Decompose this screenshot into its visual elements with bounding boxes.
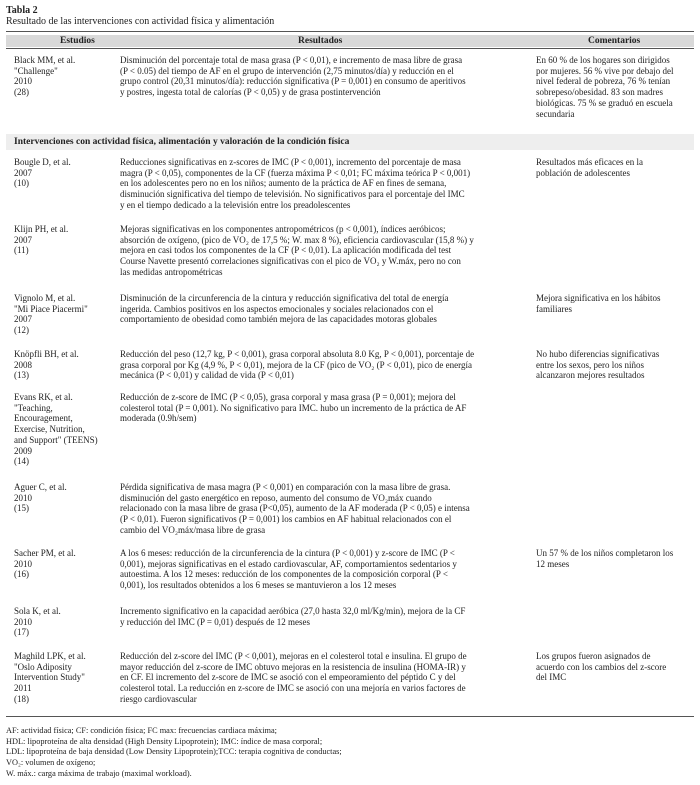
top-rule [6, 31, 694, 32]
results-cell: Reducción del peso (12,7 kg, P < 0,001), grasa corporal absoluta 8.0 Kg, P < 0,001), porcentaje de grasa corporal por Kg (4,9 %, P < 0,01), mejora de la CF (pico de VO₂ (P < 0,01), pico de energía mecánica (P < 0,01) y calidad de vida (P < 0,01) [120, 349, 475, 381]
comments-cell: Un 57 % de los niños completaron los 12 meses [536, 548, 674, 569]
results-cell: Reducción del z-score del IMC (P < 0,001), mejoras en el colesterol total e insulina. El grupo de mayor reducción del z-score de IMC obtuvo mejoras en la resistencia de insulina (HOMA-IR) y en CF. El incremento del z-score de IMC se asoció con el empeoramiento del péptido C y del colesterol total. La reducción en z-score de IMC se asoció con una mejoría en varios factores de riesgo cardiovascular [120, 651, 467, 704]
study-cell: Maghild LPK, et al. "Oslo Adiposity Intervention Study" 2011 (18) [14, 651, 86, 704]
results-cell: Disminución del porcentaje total de masa grasa (P < 0,01), e incremento de masa libre de grasa (P < 0.05) del tiempo de AF en el grupo de intervención (2,75 minutos/día) y reducción en el grupo control (20,31 minutos/día): reducción significativa (P = 0,001) en consumo de aperitivos y postres, ingesta total de calorías (P < 0,05) y de grasa postintervención [120, 55, 466, 98]
results-cell: Reducción de z-score de IMC (P < 0,05), grasa corporal y masa grasa (P = 0,001); mejora del colesterol total (P = 0,001). No significativo para IMC. hubo un incremento de la práctica de AF moderada (0.9h/sem) [120, 392, 467, 424]
footnote: LDL: lipoproteína de baja densidad (Low Density Lipoprotein);TCC: terapia cognitiva de conductas; [6, 747, 342, 757]
comments-cell: Mejora significativa en los hábitos familiares [536, 293, 661, 314]
results-cell: Reducciones significativas en z-scores de IMC (P < 0,001), incremento del porcentaje de masa magra (P < 0,05), componentes de la CF (fuerza máxima P < 0,01; FC máxima teórica P < 0,001) en los adolescentes pero no en los niños; aumento de la práctica de AF en fines de semana, disminución significativa del tiempo de televisión. No significativos para el porcentaje del IMC y en el tiempo dedicado a la televisión entre los preadolescentes [120, 157, 471, 210]
results-cell: Mejoras significativas en los componentes antropométricos (p < 0,001), índices aeróbicos; absorción de oxígeno, (pico de VO₂ de 17,5 %; W. max 8 %), eficiencia cardiovascular (15,8 %) y mejora en casi todos los componentes de la CF (P < 0,01). La aplicación modificada del test Course Navette presentó correlaciones significativas con el pico de VO₂ y W.máx, pero no con las medidas antropométricas [120, 224, 474, 277]
results-cell: Disminución de la circunferencia de la cintura y reducción significativa del total de energía ingerida. Cambios positivos en los aspectos emocionales y sociales relacionados con el comportamiento de obesidad como también mejora de las capacidades motoras globales [120, 293, 449, 325]
footnote: W. máx.: carga máxima de trabajo (maximal workload). [6, 768, 192, 778]
footnote: AF: actividad física; CF: condición física; FC max: frecuencias cardiaca máxima; [6, 726, 277, 735]
results-cell: A los 6 meses: reducción de la circunferencia de la cintura (P < 0,001) y z-score de IMC (P < 0,001), mejoras significativas en el estado cardiovascular, AF, comportamientos sedentarios y autoestima. A los 12 meses: reducción de los componentes de la composición corporal (P < 0,001), los resultados obtenidos a los 6 meses se mantuvieron a los 12 meses [120, 548, 457, 591]
comments-cell: En 60 % de los hogares son dirigidos por mujeres. 56 % vive por debajo del nivel federal de pobreza, 76 % tenían sobrepeso/obesidad. 83 son madres biológicas. 75 % se graduó en escuela secundaria [536, 55, 674, 119]
study-cell: Sola K, et al. 2010 (17) [14, 606, 61, 638]
footnote: VO₂: volumen de oxígeno; [6, 758, 96, 768]
table-title: Tabla 2 [6, 5, 38, 16]
study-cell: Aguer C, et al. 2010 (15) [14, 482, 67, 514]
column-header-resultados: Resultados [298, 36, 343, 46]
section-header: Intervenciones con actividad física, alimentación y valoración de la condición física [14, 137, 350, 147]
study-cell: Evans RK, et al. "Teaching, Encouragement, Exercise, Nutrition, and Support" (TEENS) 2009 (14) [14, 392, 98, 467]
study-cell: Knöpfli BH, et al. 2008 (13) [14, 349, 79, 381]
comments-cell: Resultados más eficaces en la población de adolescentes [536, 157, 643, 178]
comments-cell: Los grupos fueron asignados de acuerdo con los cambios del z-score del IMC [536, 651, 667, 683]
footnote: HDL: lipoproteína de alta densidad (High Density Lipoprotein); IMC: índice de masa corporal; [6, 736, 323, 746]
header-rule [6, 48, 694, 49]
study-cell: Black MM, et al. "Challenge" 2010 (28) [14, 55, 76, 98]
table-subtitle: Resultado de las intervenciones con actividad física y alimentación [6, 16, 275, 27]
column-header-estudios: Estudios [60, 36, 95, 46]
study-cell: Klijn PH, et al. 2007 (11) [14, 224, 69, 256]
study-cell: Bougle D, et al. 2007 (10) [14, 157, 71, 189]
column-header-comentarios: Comentarios [588, 36, 641, 46]
results-cell: Pérdida significativa de masa magra (P < 0,001) en comparación con la masa libre de grasa. disminución del gasto energético en reposo, aumento del consumo de VO₂máx cuando relacionado con la masa libre de grasa (P<0,05), aumento de la AF moderada (P < 0,05) e intensa (P < 0,01). Fueron significativos (P = 0,001) los cambios en AF habitual relacionados con el cambio del VO₂máx/masa libre de grasa [120, 482, 470, 535]
study-cell: Sacher PM, et al. 2010 (16) [14, 548, 76, 580]
results-cell: Incremento significativo en la capacidad aeróbica (27,0 hasta 32,0 ml/Kg/min), mejora de la CF y reducción del IMC (P = 0,01) después de 12 meses [120, 606, 466, 627]
study-cell: Vignolo M, et al. "Mi Piace Piacermi" 2007 (12) [14, 293, 88, 336]
comments-cell: No hubo diferencias significativas entre los sexos, pero los niños alcanzaron mejores resultados [536, 349, 660, 381]
bottom-rule [6, 716, 694, 717]
footnotes [6, 726, 342, 780]
